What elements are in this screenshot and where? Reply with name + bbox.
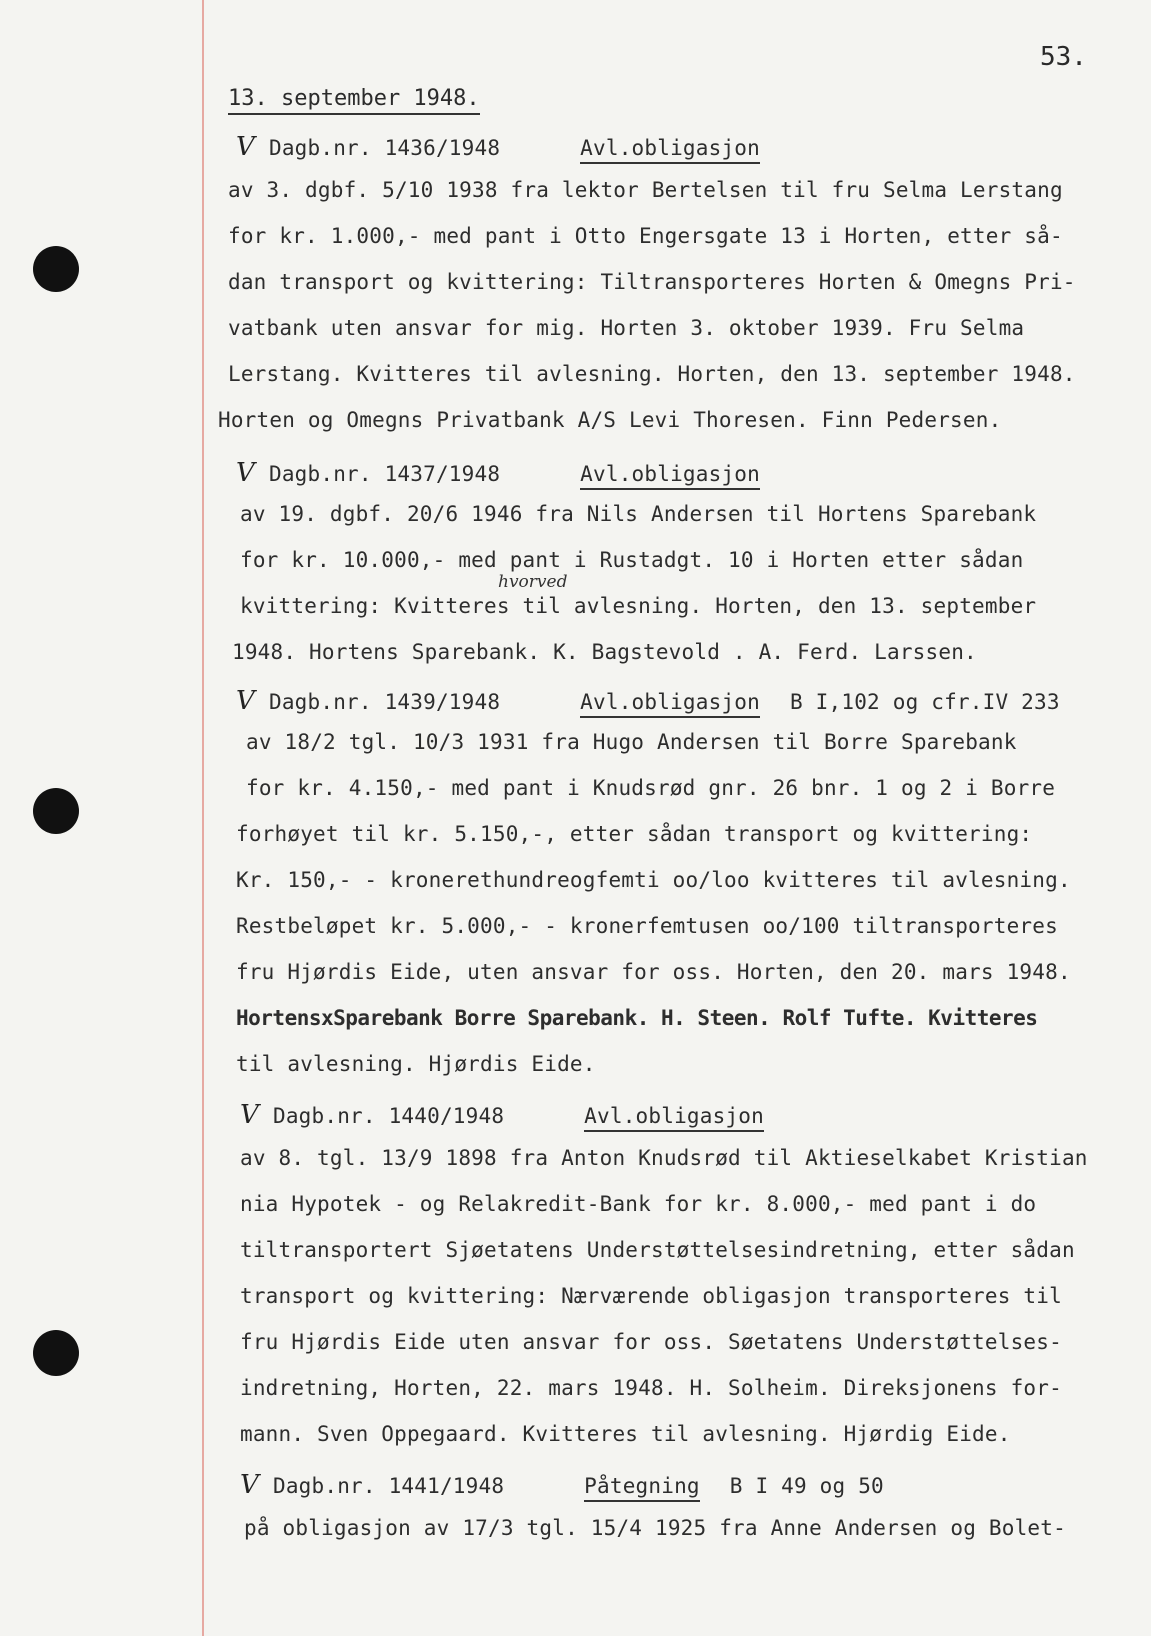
check-mark: V xyxy=(236,686,255,716)
entry-line: indretning, Horten, 22. mars 1948. H. Solheim. Direksjonens for- xyxy=(240,1376,1062,1400)
entry-line: kvittering: Kvitteres til avlesning. Horten, den 13. september xyxy=(240,594,1037,618)
entry-type: Avl.obligasjon xyxy=(580,136,760,164)
check-mark: V xyxy=(240,1470,259,1500)
entry-line: forhøyet til kr. 5.150,-, etter sådan transport og kvittering: xyxy=(236,822,1033,846)
entry-line: 1948. Hortens Sparebank. K. Bagstevold . A. Ferd. Larssen. xyxy=(232,640,977,664)
dagb-number: Dagb.nr. 1439/1948 xyxy=(268,690,501,714)
entry-type: Påtegning xyxy=(584,1474,700,1502)
entry-line: Kr. 150,- - kronerethundreogfemti oo/loo kvitteres til avlesning. xyxy=(236,868,1071,892)
entry-reference: B I 49 og 50 xyxy=(729,1474,884,1498)
entry-line: tiltransportert Sjøetatens Understøttelsesindretning, etter sådan xyxy=(240,1238,1075,1262)
entry-line: Lerstang. Kvitteres til avlesning. Horten, den 13. september 1948. xyxy=(228,362,1076,386)
entry-type: Avl.obligasjon xyxy=(580,462,760,490)
date-heading: 13. september 1948. xyxy=(228,86,480,115)
entry-header xyxy=(236,458,760,488)
margin-line xyxy=(202,0,204,1636)
entry-line: Restbeløpet kr. 5.000,- - kronerfemtusen oo/100 tiltransporteres xyxy=(236,914,1058,938)
entry-line: HortensxSparebank Borre Sparebank. H. Steen. Rolf Tufte. Kvitteres xyxy=(236,1006,1038,1030)
punch-hole xyxy=(33,788,79,834)
entry-line: til avlesning. Hjørdis Eide. xyxy=(236,1052,596,1076)
dagb-number: Dagb.nr. 1441/1948 xyxy=(272,1474,505,1498)
entry-header xyxy=(236,132,760,162)
entry-line: av 8. tgl. 13/9 1898 fra Anton Knudsrød til Aktieselkabet Kristian xyxy=(240,1146,1088,1170)
entry-type: Avl.obligasjon xyxy=(580,690,760,718)
entry-type: Avl.obligasjon xyxy=(584,1104,764,1132)
dagb-number: Dagb.nr. 1436/1948 xyxy=(268,136,501,160)
entry-line: vatbank uten ansvar for mig. Horten 3. oktober 1939. Fru Selma xyxy=(228,316,1025,340)
entry-line: for kr. 4.150,- med pant i Knudsrød gnr. 26 bnr. 1 og 2 i Borre xyxy=(246,776,1056,800)
entry-line: nia Hypotek - og Relakredit-Bank for kr. 8.000,- med pant i do xyxy=(240,1192,1037,1216)
punch-hole xyxy=(33,246,79,292)
dagb-number: Dagb.nr. 1437/1948 xyxy=(268,462,501,486)
page-number: 53. xyxy=(1040,42,1087,72)
handwritten-insert: hvorved xyxy=(498,572,568,592)
entry-line: fru Hjørdis Eide uten ansvar for oss. Søetatens Understøttelses- xyxy=(240,1330,1062,1354)
entry-line: transport og kvittering: Nærværende obligasjon transporteres til xyxy=(240,1284,1062,1308)
entry-line: av 3. dgbf. 5/10 1938 fra lektor Bertelsen til fru Selma Lerstang xyxy=(228,178,1063,202)
entry-line: av 18/2 tgl. 10/3 1931 fra Hugo Andersen til Borre Sparebank xyxy=(246,730,1017,754)
entry-line: for kr. 1.000,- med pant i Otto Engersgate 13 i Horten, etter så- xyxy=(228,224,1063,248)
entry-line: på obligasjon av 17/3 tgl. 15/4 1925 fra Anne Andersen og Bolet- xyxy=(244,1516,1066,1540)
dagb-number: Dagb.nr. 1440/1948 xyxy=(272,1104,505,1128)
entry-header xyxy=(236,686,1060,716)
entry-header xyxy=(240,1470,884,1500)
entry-line: av 19. dgbf. 20/6 1946 fra Nils Andersen til Hortens Sparebank xyxy=(240,502,1037,526)
punch-hole xyxy=(33,1330,79,1376)
check-mark: V xyxy=(236,132,255,162)
entry-line: mann. Sven Oppegaard. Kvitteres til avlesning. Hjørdig Eide. xyxy=(240,1422,1011,1446)
entry-reference: B I,102 og cfr.IV 233 xyxy=(789,690,1060,714)
entry-line: dan transport og kvittering: Tiltransporteres Horten & Omegns Pri- xyxy=(228,270,1076,294)
check-mark: V xyxy=(240,1100,259,1130)
entry-line: fru Hjørdis Eide, uten ansvar for oss. Horten, den 20. mars 1948. xyxy=(236,960,1071,984)
entry-header xyxy=(240,1100,764,1130)
check-mark: V xyxy=(236,458,255,488)
entry-line: for kr. 10.000,- med pant i Rustadgt. 10 i Horten etter sådan xyxy=(240,548,1024,572)
entry-line: Horten og Omegns Privatbank A/S Levi Thoresen. Finn Pedersen. xyxy=(218,408,1002,432)
